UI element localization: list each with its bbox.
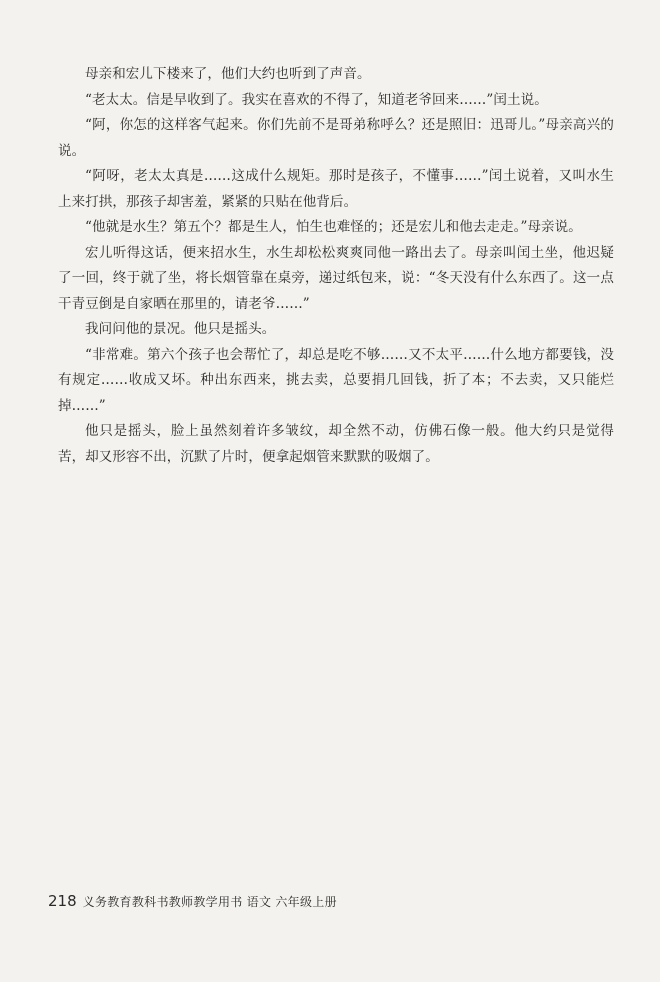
page-footer — [48, 892, 337, 910]
page-number: 218 — [48, 892, 77, 910]
book-title: 义务教育教科书教师教学用书 语文 六年级上册 — [82, 895, 337, 909]
paragraph: 母亲和宏儿下楼来了，他们大约也听到了声音。 — [85, 66, 371, 82]
body-text — [58, 62, 614, 470]
paragraph: “阿，你怎的这样客气起来。你们先前不是哥弟称呼么？还是照旧：迅哥儿。”母亲高兴的说。 — [58, 117, 614, 159]
paragraph: “非常难。第六个孩子也会帮忙了，却总是吃不够……又不太平……什么地方都要钱，没有规定……收成又坏。种出东西来，挑去卖，总要捐几回钱，折了本；不去卖，又只能烂掉……” — [58, 346, 614, 414]
paragraph: 他只是摇头，脸上虽然刻着许多皱纹，却全然不动，仿佛石像一般。他大约只是觉得苦，却又形容不出，沉默了片时，便拿起烟管来默默的吸烟了。 — [58, 423, 614, 465]
paragraph: “他就是水生？第五个？都是生人，怕生也难怪的；还是宏儿和他去走走。”母亲说。 — [85, 219, 582, 235]
paragraph: “老太太。信是早收到了。我实在喜欢的不得了，知道老爷回来……”闰土说。 — [85, 91, 548, 108]
paragraph: 我问问他的景况。他只是摇头。 — [85, 321, 276, 337]
paragraph: “阿呀，老太太真是……这成什么规矩。那时是孩子，不懂事……”闰土说着，又叫水生上来打拱，那孩子却害羞，紧紧的只贴在他背后。 — [58, 168, 614, 210]
paragraph: 宏儿听得这话，便来招水生，水生却松松爽爽同他一路出去了。母亲叫闰土坐，他迟疑了一回，终于就了坐，将长烟管靠在桌旁，递过纸包来，说：“冬天没有什么东西了。这一点干青豆倒是自家晒在那里的，请老爷……” — [58, 244, 614, 312]
